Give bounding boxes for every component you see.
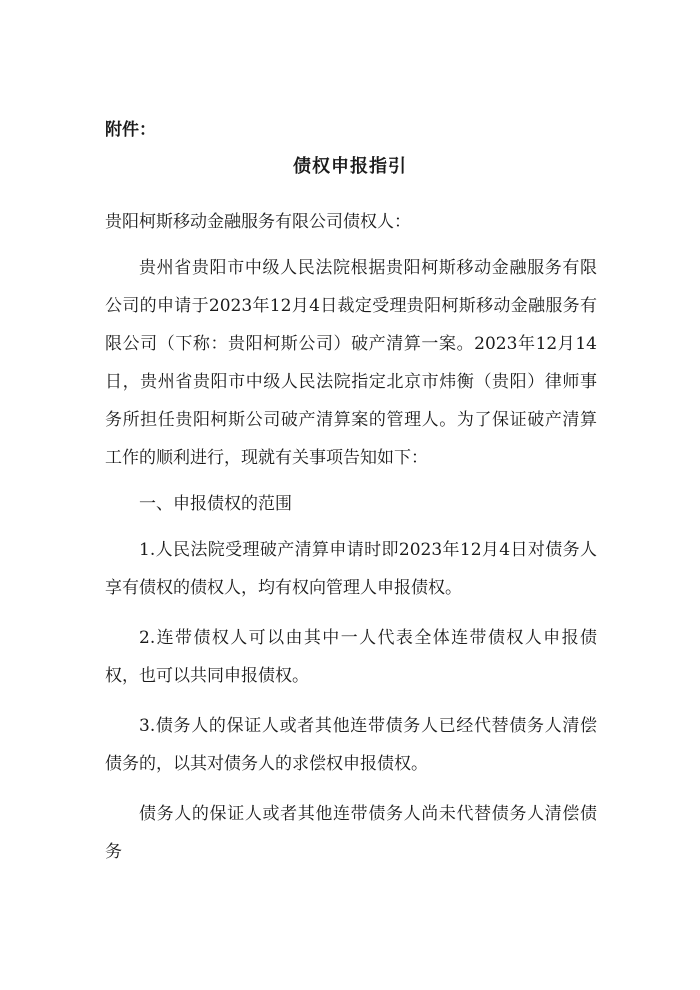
item-2-paragraph: 2.连带债权人可以由其中一人代表全体连带债权人申报债权，也可以共同申报债权。 bbox=[105, 628, 597, 686]
intro-paragraph: 贵州省贵阳市中级人民法院根据贵阳柯斯移动金融服务有限公司的申请于2023年12月4日裁定受理贵阳柯斯移动金融服务有限公司（下称：贵阳柯斯公司）破产清算一案。2023年12月14日，贵州省贵阳市中级人民法院指定北京市炜衡（贵阳）律师事务所担任贵阳柯斯公司破产清算案的管理人。为了保证破产清算工作的顺利进行，现就有关事项告知如下： bbox=[105, 258, 597, 468]
item-3-continuation: 债务人的保证人或者其他连带债务人尚未代替债务人清偿债务 bbox=[105, 804, 597, 862]
document-title: 债权申报指引 bbox=[293, 156, 407, 177]
item-1-paragraph: 1.人民法院受理破产清算申请时即2023年12月4日对债务人享有债权的债权人，均有权向管理人申报债权。 bbox=[105, 540, 597, 598]
section-heading-scope: 一、申报债权的范围 bbox=[139, 494, 292, 514]
document-body bbox=[105, 203, 597, 871]
attachment-label: 附件： bbox=[105, 120, 156, 140]
salutation: 贵阳柯斯移动金融服务有限公司债权人： bbox=[105, 212, 411, 232]
item-3-paragraph: 3.债务人的保证人或者其他连带债务人已经代替债务人清偿债务的，以其对债务人的求偿权申报债权。 bbox=[105, 716, 597, 774]
